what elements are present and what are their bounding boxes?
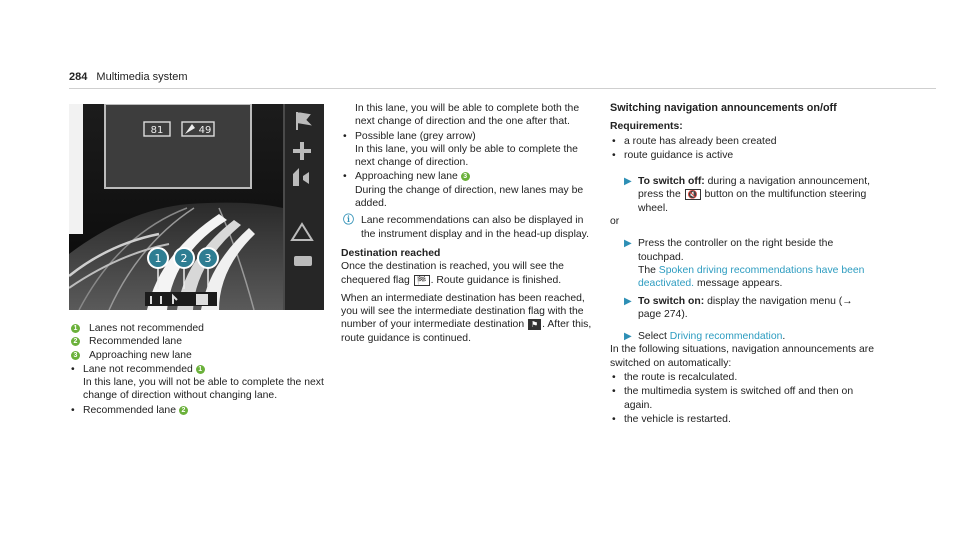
recommended-lane-text: In this lane, you will be able to complete both the next change of direction and the one after that.: [355, 103, 580, 128]
bullet-lane-not-recommended: • Lane not recommended 1: [69, 363, 331, 376]
sign-exit-left-number: 81: [150, 125, 164, 136]
info-icon: ⓘ: [343, 214, 354, 227]
step-arrow-icon: ▶: [624, 176, 632, 188]
bullet-lane-not-recommended-text: In this lane, you will not be able to complete the next change of direction without changing lane.: [83, 377, 324, 402]
info-note: ⓘ Lane recommendations can also be displayed in the instrument display and in the head-up display.: [343, 214, 589, 240]
svg-text:2: 2: [180, 252, 188, 265]
page-header: [69, 71, 188, 83]
legend-item-2: 2 Recommended lane: [69, 335, 331, 348]
auto-switch-text: In the following situations, navigation announcements are switched on automatically:: [610, 344, 874, 369]
approaching-lane-text: During the change of direction, new lanes may be added.: [355, 184, 584, 210]
bullet-recommended-lane: • Recommended lane 2: [69, 404, 331, 417]
column-2: [341, 102, 597, 345]
svg-text:3: 3: [204, 252, 212, 265]
destination-paragraph-1: Once the destination is reached, you will see the chequered flag 🏁 . Route guidance is finished.: [341, 261, 564, 286]
lane-recommendation-screenshot: [69, 104, 324, 310]
destination-heading: Destination reached: [341, 247, 441, 259]
svg-text:1: 1: [154, 252, 162, 265]
requirements-label: Requirements:: [610, 121, 683, 133]
column-3: [610, 102, 878, 426]
destination-paragraph-2: When an intermediate destination has been reached, you will see the intermediate destination flag with the number of your intermediate destination ⚑ . After this, route guidance is continued.: [341, 292, 592, 344]
step-arrow-icon: ▶: [624, 238, 632, 250]
step-switch-off: ▶ To switch off: during a navigation announcement, press the 🔇 button on the multifunction steering wheel.: [624, 176, 870, 214]
intermediate-flag-icon: ⚑: [528, 319, 541, 330]
mute-icon: 🔇: [685, 189, 701, 200]
bullet-possible-lane: • Possible lane (grey arrow): [341, 130, 597, 143]
legend-item-1: 1 Lanes not recommended: [69, 322, 331, 335]
requirement-1: • a route has already been created: [610, 135, 878, 148]
section-title: Multimedia system: [96, 71, 188, 83]
sign-board: [105, 104, 251, 188]
driving-recommendation-link[interactable]: Driving recommendation: [669, 331, 783, 343]
announcements-heading: Switching navigation announcements on/off: [610, 102, 837, 114]
step-switch-on: ▶ To switch on: display the navigation menu (→ page 274).: [624, 295, 853, 320]
auto-item-2: • the multimedia system is switched off and then on again.: [610, 385, 878, 412]
bullet-approaching-lane: • Approaching new lane 3: [341, 170, 597, 183]
vehicle-icon: [294, 256, 312, 266]
sign-exit-right-number: 49: [198, 125, 212, 136]
column-1: [69, 322, 331, 417]
auto-item-3: • the vehicle is restarted.: [610, 413, 878, 426]
requirement-2: • route guidance is active: [610, 149, 878, 162]
header-divider: [69, 88, 936, 89]
step-press-controller: ▶ Press the controller on the right beside the touchpad. The Spoken driving recommendations have been deactivated. message appears.: [624, 238, 865, 290]
step-arrow-icon: ▶: [624, 331, 632, 343]
navigation-display-graphic: [69, 104, 324, 310]
side-toolbar: [283, 104, 324, 310]
auto-item-1: • the route is recalculated.: [610, 371, 878, 384]
chequered-flag-icon: 🏁: [414, 275, 430, 286]
legend-badge-3: 3: [71, 351, 80, 360]
page-number: 284: [69, 71, 88, 83]
deactivated-message-text: Spoken driving recommendations have been deactivated.: [638, 264, 865, 290]
possible-lane-text: In this lane, you will only be able to complete the next change of direction.: [355, 143, 578, 169]
step-arrow-icon: ▶: [624, 295, 632, 307]
left-pillar: [69, 104, 83, 234]
legend-item-3: 3 Approaching new lane: [69, 349, 331, 362]
legend-badge-1: 1: [71, 324, 80, 333]
step-select: ▶ Select Driving recommendation.: [624, 331, 786, 343]
legend-badge-2: 2: [71, 337, 80, 346]
or-text: or: [610, 216, 620, 228]
